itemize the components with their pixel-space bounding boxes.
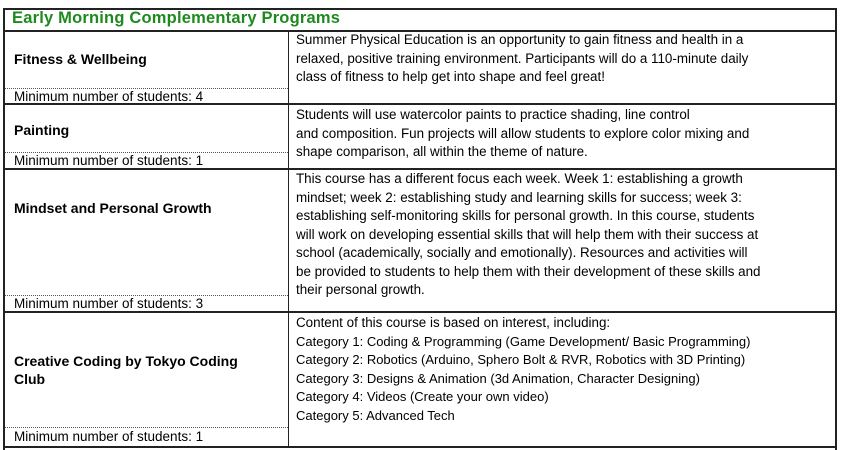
program-description (296, 106, 832, 162)
description-line: and composition. Fun projects will allow students to explore color mixing and (296, 125, 750, 141)
description-line: Summer Physical Education is an opportunity to gain fitness and health in a (296, 32, 744, 47)
program-name-line: Club (14, 371, 46, 387)
description-line: establishing self-monitoring skills for personal growth. In this course, students (296, 208, 755, 223)
table-title: Early Morning Complementary Programs (12, 9, 341, 27)
program-name-line: Creative Coding by Tokyo Coding (14, 353, 238, 369)
minimum-students: Minimum number of students: 3 (14, 296, 204, 311)
category-line: Category 5: Advanced Tech (296, 407, 455, 423)
minimum-students: Minimum number of students: 1 (14, 429, 204, 444)
description-line: will work on developing essential skills that will help them with their success at (296, 226, 759, 242)
description-line: class of fitness to help get into shape and feel great! (296, 69, 605, 84)
description-line: mindset; week 2: establishing study and learning skills for success; week 3: (296, 189, 742, 205)
program-name: Mindset and Personal Growth (14, 200, 212, 216)
minimum-students: Minimum number of students: 1 (14, 153, 204, 168)
category-line: Category 3: Designs & Animation (3d Animation, Character Designing) (296, 370, 700, 386)
description-line: relaxed, positive training environment. Participants will do a 110-minute daily (296, 50, 749, 66)
description-intro: Content of this course is based on interest, including: (296, 315, 611, 330)
description-line: be provided to students to help them with their development of these skills and (296, 263, 761, 279)
program-name: Fitness & Wellbeing (14, 51, 147, 67)
program-description (296, 31, 832, 87)
description-line: shape comparison, all within the theme of nature. (296, 144, 588, 159)
dotted-separator (5, 427, 288, 428)
description-line: their personal growth. (296, 282, 425, 297)
program-name: Painting (14, 122, 70, 138)
description-line: school (academically, socially and emotionally). Resources and activities will (296, 245, 748, 260)
category-line: Category 1: Coding & Programming (Game Development/ Basic Programming) (296, 333, 751, 349)
column-divider (288, 31, 289, 448)
category-line: Category 4: Videos (Create your own video) (296, 389, 549, 404)
program-description (296, 170, 832, 300)
row-divider (3, 446, 837, 448)
program-name (14, 352, 238, 388)
category-line: Category 2: Robotics (Arduino, Sphero Bolt & RVR, Robotics with 3D Printing) (296, 352, 746, 367)
minimum-students: Minimum number of students: 4 (14, 89, 204, 104)
program-description (296, 314, 832, 425)
description-line: Students will use watercolor paints to practice shading, line control (296, 107, 690, 122)
description-line: This course has a different focus each week. Week 1: establishing a growth (296, 171, 743, 186)
